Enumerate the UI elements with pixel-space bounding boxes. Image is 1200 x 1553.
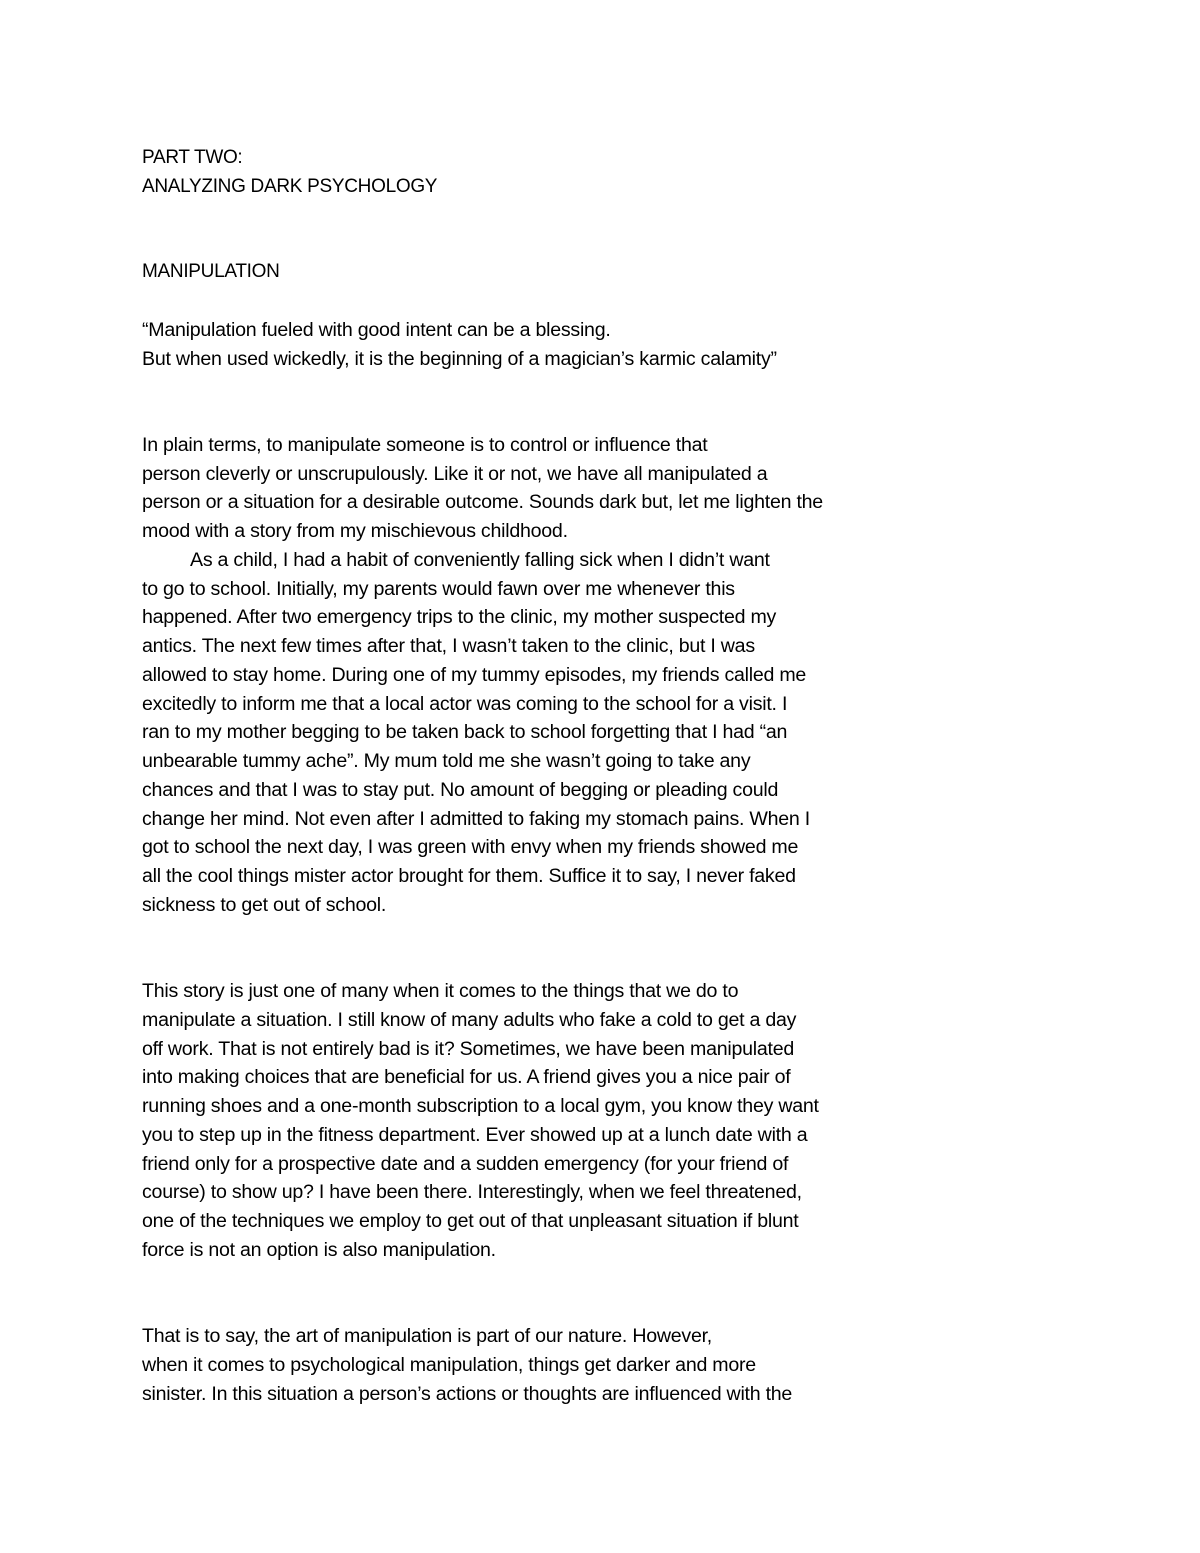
- paragraph-line: As a child, I had a habit of conveniently falling sick when I didn’t want: [190, 549, 770, 571]
- paragraph-line: excitedly to inform me that a local actor was coming to the school for a visit. I: [142, 693, 788, 715]
- paragraph-line: manipulate a situation. I still know of many adults who fake a cold to get a day: [142, 1009, 797, 1031]
- paragraph-line: unbearable tummy ache”. My mum told me she wasn’t going to take any: [142, 750, 751, 772]
- paragraph-line: antics. The next few times after that, I wasn’t taken to the clinic, but I was: [142, 635, 755, 657]
- part-title: ANALYZING DARK PSYCHOLOGY: [142, 176, 438, 197]
- paragraph-line: course) to show up? I have been there. Interestingly, when we feel threatened,: [142, 1181, 802, 1203]
- paragraph-line: happened. After two emergency trips to the clinic, my mother suspected my: [142, 606, 777, 628]
- paragraph-line: friend only for a prospective date and a sudden emergency (for your friend of: [142, 1153, 789, 1175]
- paragraph-line: person cleverly or unscrupulously. Like it or not, we have all manipulated a: [142, 463, 768, 485]
- epigraph-line: “Manipulation fueled with good intent can be a blessing.: [142, 319, 611, 341]
- paragraph-line: when it comes to psychological manipulation, things get darker and more: [142, 1354, 756, 1376]
- paragraph-line: all the cool things mister actor brought for them. Suffice it to say, I never faked: [142, 865, 796, 887]
- paragraph-line: This story is just one of many when it comes to the things that we do to: [142, 980, 739, 1002]
- paragraph-line: ran to my mother begging to be taken back to school forgetting that I had “an: [142, 721, 788, 743]
- paragraph-line: mood with a story from my mischievous childhood.: [142, 520, 568, 542]
- paragraph-line: to go to school. Initially, my parents would fawn over me whenever this: [142, 578, 735, 600]
- epigraph-line: But when used wickedly, it is the beginning of a magician’s karmic calamity”: [142, 348, 777, 370]
- paragraph-line: In plain terms, to manipulate someone is to control or influence that: [142, 434, 708, 456]
- paragraph-line: force is not an option is also manipulation.: [142, 1239, 496, 1261]
- part-label: PART TWO:: [142, 147, 243, 168]
- paragraph-line: one of the techniques we employ to get out of that unpleasant situation if blunt: [142, 1210, 799, 1232]
- paragraph-line: got to school the next day, I was green with envy when my friends showed me: [142, 836, 799, 858]
- paragraph-line: off work. That is not entirely bad is it? Sometimes, we have been manipulated: [142, 1038, 795, 1060]
- paragraph-line: sinister. In this situation a person’s actions or thoughts are influenced with the: [142, 1383, 793, 1405]
- paragraph-line: running shoes and a one-month subscription to a local gym, you know they want: [142, 1095, 819, 1117]
- paragraph-line: chances and that I was to stay put. No amount of begging or pleading could: [142, 779, 779, 801]
- paragraph-line: sickness to get out of school.: [142, 894, 387, 916]
- paragraph-line: change her mind. Not even after I admitted to faking my stomach pains. When I: [142, 808, 810, 830]
- paragraph-line: That is to say, the art of manipulation is part of our nature. However,: [142, 1325, 712, 1347]
- paragraph-line: allowed to stay home. During one of my tummy episodes, my friends called me: [142, 664, 807, 686]
- paragraph-line: person or a situation for a desirable outcome. Sounds dark but, let me lighten the: [142, 491, 823, 513]
- paragraph-line: you to step up in the fitness department. Ever showed up at a lunch date with a: [142, 1124, 808, 1146]
- section-title: MANIPULATION: [142, 261, 280, 282]
- paragraph-line: into making choices that are beneficial for us. A friend gives you a nice pair of: [142, 1066, 791, 1088]
